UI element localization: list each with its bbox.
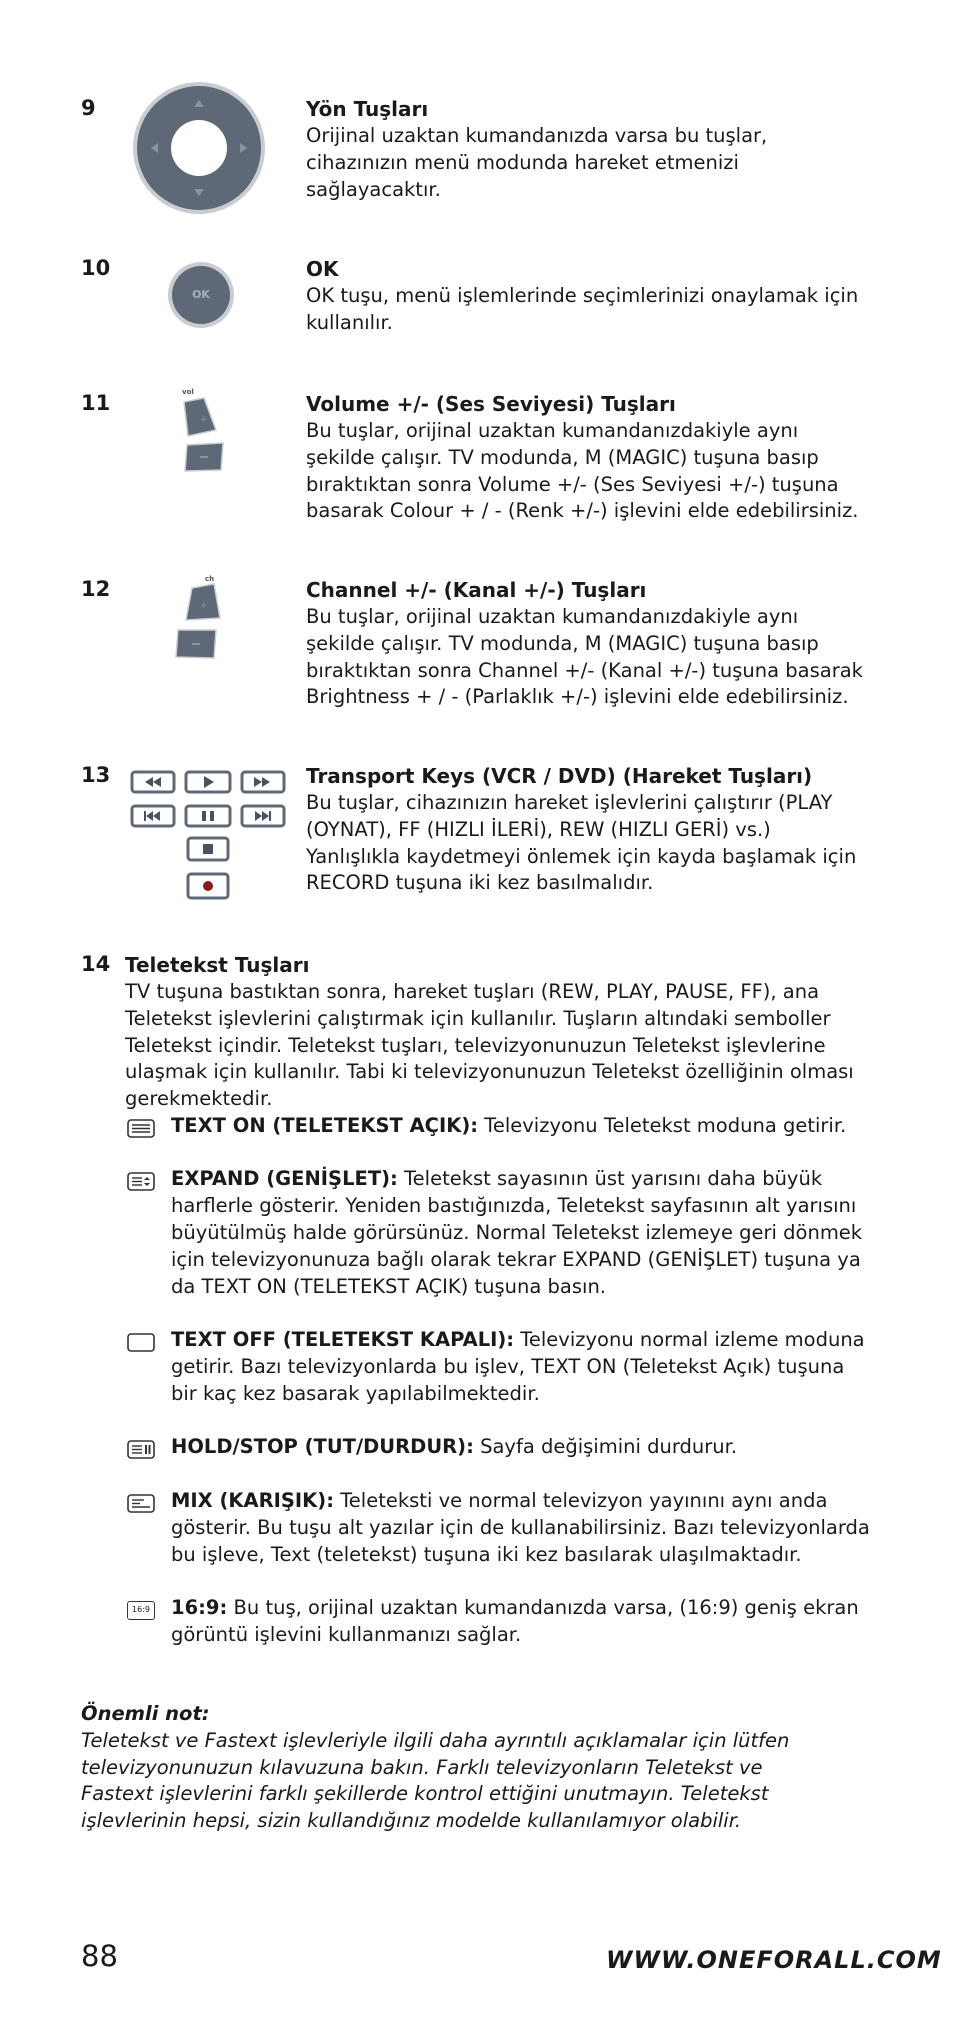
item-title: Yön Tuşları xyxy=(306,97,429,121)
entry-text: Teleteksti ve normal televizyon yayınını aynı anda gösterir. Bu tuşu alt yazılar için de kullanabilirsiniz. Bazı televizyonlarda bu işleve, Text (teletekst) tuşuna iki kez basılarak ulaşılmaktadır. xyxy=(171,1489,870,1566)
teletext-entry xyxy=(171,1433,871,1460)
teletext-title: Teletekst Tuşları xyxy=(125,953,310,977)
channel-down-icon xyxy=(174,628,220,660)
entry-label: 16:9: xyxy=(171,1596,228,1619)
item-title: OK xyxy=(306,257,339,281)
item-10 xyxy=(306,256,866,337)
expand-icon xyxy=(127,1172,155,1191)
item-text: Bu tuşlar, cihazınızın hareket işlevlerini çalıştırır (PLAY (OYNAT), FF (HIZLI İLERİ), REW (HIZLI GERİ) vs.) Yanlışlıkla kaydetmeyi önlemek için kayda başlamak için RECORD tuşuna iki kez basılmalıdır. xyxy=(306,791,857,895)
teletext-entry xyxy=(171,1487,871,1568)
teletext-entry xyxy=(171,1112,871,1139)
entry-label: HOLD/STOP (TUT/DURDUR): xyxy=(171,1435,474,1458)
note-text: Teletekst ve Fastext işlevleriyle ilgili daha ayrıntılı açıklamalar için lütfen televizyonunuzun kılavuzuna bakın. Farklı televizyonların Teletekst ve Fastext işlevlerini farklı şekillerde kontrol ettiğini unutmayın. Teletekst işlevlerinin hepsi, sizin kullandığınız modelde kullanılamıyor olabilir. xyxy=(81,1729,790,1832)
item-11 xyxy=(306,391,866,525)
entry-label: TEXT OFF (TELETEKST KAPALI): xyxy=(171,1328,515,1351)
hold-icon xyxy=(127,1440,155,1459)
ok-button-icon xyxy=(168,262,234,328)
ch-label: ch xyxy=(205,575,215,583)
item-number: 11 xyxy=(81,391,111,415)
teletext-entry xyxy=(171,1594,871,1648)
item-text: OK tuşu, menü işlemlerinde seçimlerinizi onaylamak için kullanılır. xyxy=(306,284,859,334)
channel-up-icon xyxy=(178,582,224,624)
entry-label: MIX (KARIŞIK): xyxy=(171,1489,334,1512)
svg-text:+: + xyxy=(200,601,208,611)
page-number: 88 xyxy=(81,1939,118,1973)
mix-icon xyxy=(127,1494,155,1513)
item-title: Channel +/- (Kanal +/-) Tuşları xyxy=(306,578,647,602)
item-text: Bu tuşlar, orijinal uzaktan kumandanızdakiyle aynı şekilde çalışır. TV modunda, M (MAGIC) tuşuna basıp bıraktıktan sonra Volume +/- (Ses Seviyesi +/-) tuşuna basarak Colour + / - (Renk +/-) işlevini elde edebilirsiniz. xyxy=(306,419,859,523)
item-number: 14 xyxy=(81,952,111,976)
svg-text:+: + xyxy=(200,415,208,425)
transport-keys-icon xyxy=(130,770,286,904)
item-number: 12 xyxy=(81,577,111,601)
item-title: Transport Keys (VCR / DVD) (Hareket Tuşları) xyxy=(306,764,813,788)
note-title: Önemli not: xyxy=(81,1702,210,1725)
item-number: 10 xyxy=(81,256,111,280)
entry-text: Bu tuş, orijinal uzaktan kumandanızda varsa, (16:9) geniş ekran görüntü işlevini kullanmanızı sağlar. xyxy=(171,1596,859,1646)
entry-label: TEXT ON (TELETEKST AÇIK): xyxy=(171,1114,479,1137)
text-on-icon xyxy=(127,1119,155,1138)
vol-label: vol xyxy=(182,388,194,396)
text-off-icon xyxy=(127,1333,155,1352)
entry-text: Televizyonu normal izleme moduna getirir. Bazı televizyonlarda bu işlev, TEXT ON (Teletekst Açık) tuşuna bir kaç kez basarak yapılabilmektedir. xyxy=(171,1328,865,1405)
item-9 xyxy=(306,96,866,203)
wide-169-icon: 16:9 xyxy=(127,1601,155,1620)
entry-text: Televizyonu Teletekst moduna getirir. xyxy=(478,1114,847,1137)
volume-up-icon xyxy=(178,396,220,438)
item-number: 9 xyxy=(81,96,96,120)
item-12 xyxy=(306,577,866,711)
item-title: Volume +/- (Ses Seviyesi) Tuşları xyxy=(306,392,676,416)
item-13 xyxy=(306,763,866,897)
entry-text: Sayfa değişimini durdurur. xyxy=(473,1435,738,1458)
volume-down-icon xyxy=(183,442,227,472)
teletext-intro: TV tuşuna bastıktan sonra, hareket tuşları (REW, PLAY, PAUSE, FF), ana Teletekst işlevlerini çalıştırmak için kullanılır. Tuşların altındaki semboller Teletekst içindir. Teletekst tuşları, televizyonunuzun Teletekst işlevlerine ulaşmak için kullanılır. Tabi ki televizyonunuzun Teletekst özelliğinin olması gerekmektedir. xyxy=(125,980,854,1111)
entry-label: EXPAND (GENİŞLET): xyxy=(171,1167,398,1190)
item-text: Bu tuşlar, orijinal uzaktan kumandanızdakiyle aynı şekilde çalışır. TV modunda, M (MAGIC) tuşuna basıp bıraktıktan sonra Channel +/- (Kanal +/-) tuşuna basarak Brightness + / - (Parlaklık +/-) işlevini elde edebilirsiniz. xyxy=(306,605,863,709)
item-number: 13 xyxy=(81,763,111,787)
website-url: WWW.ONEFORALL.COM xyxy=(606,1946,942,1974)
teletext-entry xyxy=(171,1165,871,1300)
entry-text: Teletekst sayasının üst yarısını daha büyük harflerle gösterir. Yeniden bastığınızda, Teletekst sayfasının alt yarısını büyütülmüş halde görürsünüz. Normal Teletekst izlemeye geri dönmek için televizyonunuza bağlı olarak tekrar EXPAND (GENİŞLET) tuşuna ya da TEXT ON (TELETEKST AÇIK) tuşuna basın. xyxy=(171,1167,863,1298)
direction-pad-icon xyxy=(131,80,267,216)
teletext-entry xyxy=(171,1326,871,1407)
item-text: Orijinal uzaktan kumandanızda varsa bu tuşlar, cihazınızın menü modunda hareket etmenizi sağlayacaktır. xyxy=(306,124,768,201)
ok-button-label: OK xyxy=(172,266,230,324)
